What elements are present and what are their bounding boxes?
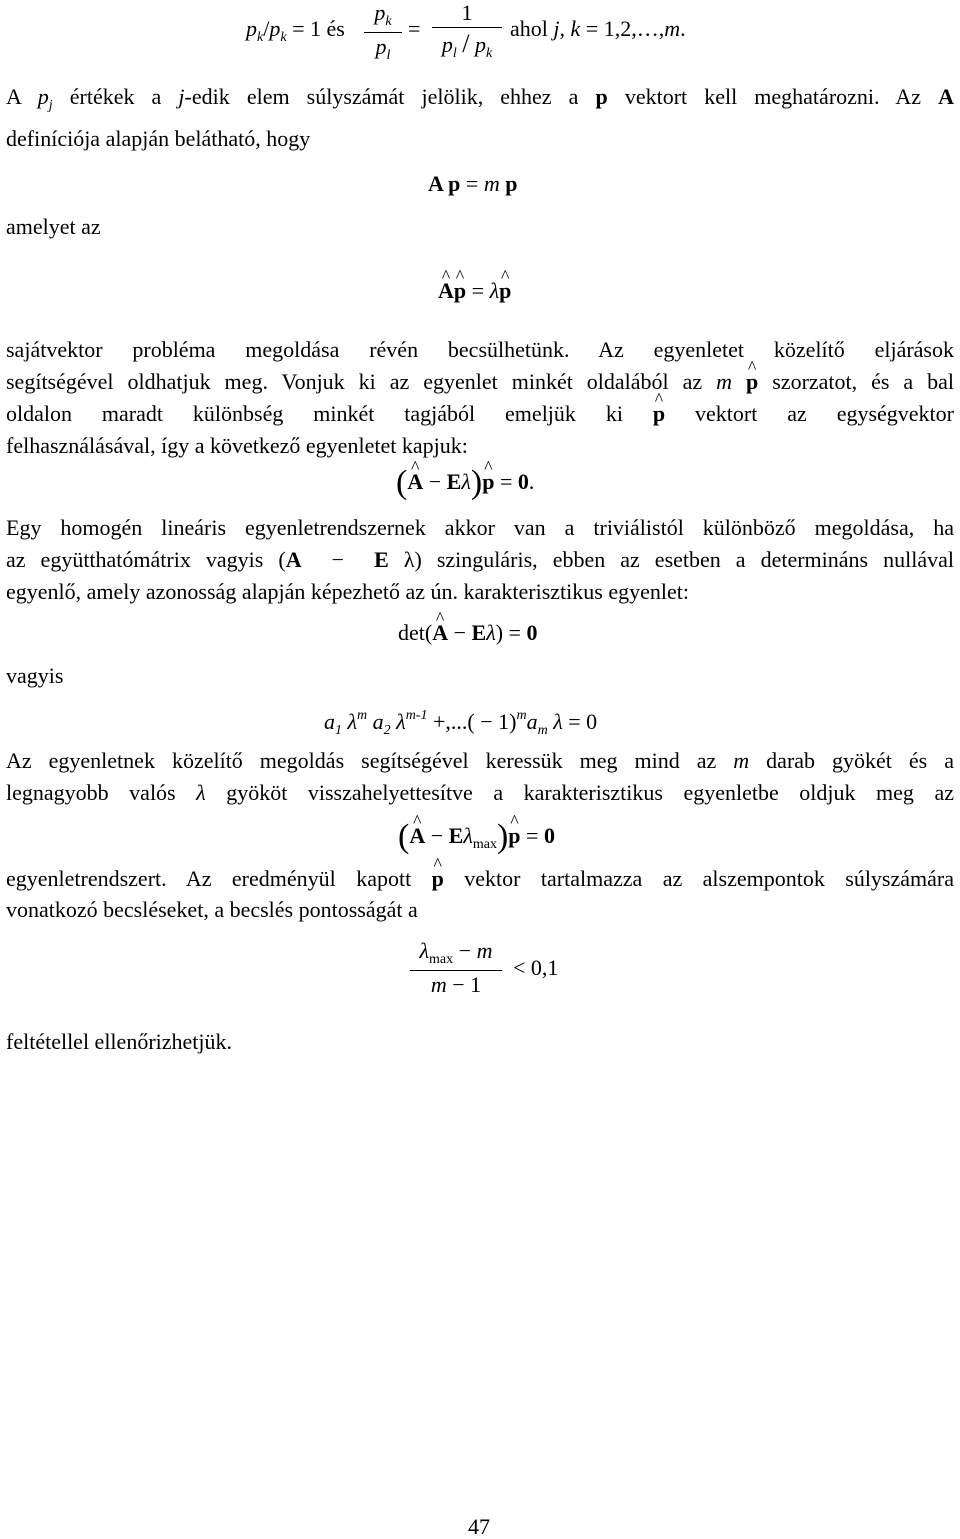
equation-lambda-max: (^ $A - E\lambda_{max})\^{}$ p = 0 — [398, 820, 555, 854]
page-number: 47 — [468, 1514, 490, 1539]
final-line: feltétellel ellenőrizhetjük. — [6, 1029, 233, 1054]
equation-consistency: $\frac{\lambda_{max} - m}{m - 1}$ < 0,1 — [410, 940, 558, 996]
fraction-1-over: $\frac{1}{p_l / p_k}$ — [432, 2, 502, 61]
paragraph-2-line-3: oldalon maradt különbség minkét tagjából emeljük ki ^ p vektort az egységvektor — [6, 403, 954, 425]
paragraph-2-line-4: felhasználásával, így a következő egyenletet kapjuk: — [6, 433, 468, 458]
equation-eigen: ^ A^ p = λ^ p — [438, 280, 511, 302]
equation-determinant: det(^ A − Eλ) = 0 — [398, 622, 537, 644]
paragraph-1-line-1: A $p_j$ értékek a j-edik elem súlyszámát jelölik, ehhez a p vektort kell meghatározni. Az A — [6, 84, 955, 113]
label-amelyet-az: amelyet az — [6, 214, 101, 239]
paragraph-1-line-2: definíciója alapján belátható, hogy — [6, 126, 311, 151]
formula-tail: ahol j, k = 1,2,…,m. — [510, 16, 686, 41]
ratio-text: $p_k/p_k = 1$ és — [246, 16, 345, 45]
paragraph-4-line-1: Az egyenletnek közelítő megoldás segítségével keressük meg mind az m darab gyökét és a — [6, 748, 955, 773]
paragraph-3-line-1: Egy homogén lineáris egyenletrendszernek akkor van a triviálistól különböző megoldása, ha — [6, 515, 954, 540]
label-vagyis: vagyis — [6, 663, 64, 688]
equation-ap-mp: A p = m p — [428, 171, 518, 196]
equation-characteristic: (^ A − Eλ)^ p = 0. — [396, 466, 534, 500]
paragraph-5-line-1: egyenletrendszert. Az eredményül kapott ^ p vektor tartalmazza az alszempontok súlyszámára — [6, 868, 954, 890]
paragraph-4-line-2: legnagyobb valós λ gyököt visszahelyettesítve a karakterisztikus egyenletbe oldjuk meg az — [6, 780, 954, 805]
paragraph-3-line-2: az együtthatómátrix vagyis (A − E λ) szinguláris, ebben az esetben a determináns nullával — [6, 547, 955, 572]
fraction-pk-pl: $\frac{p_k}{p_l}$ — [364, 2, 402, 63]
paragraph-5-line-2: vonatkozó becsléseket, a becslés pontosságát a — [6, 897, 418, 922]
paragraph-2-line-1: sajátvektor probléma megoldása révén becsülhetünk. Az egyenletet közelítő eljárások — [6, 337, 954, 362]
paragraph-2-line-2: segítségével oldhatjuk meg. Vonjuk ki az egyenlet minkét oldalából az m ^ p szorzatot, és a bal — [6, 371, 954, 393]
equation-polynomial: $a_1$ $\lambda^m$ $a_2$ $\lambda^{m-1}$ +,...( − $1)^ma_m$ λ = 0 — [324, 708, 598, 738]
equals-sign: = — [408, 16, 421, 41]
paragraph-3-line-3: egyenlő, amely azonosság alapján képezhető az ún. karakterisztikus egyenlet: — [6, 579, 689, 604]
